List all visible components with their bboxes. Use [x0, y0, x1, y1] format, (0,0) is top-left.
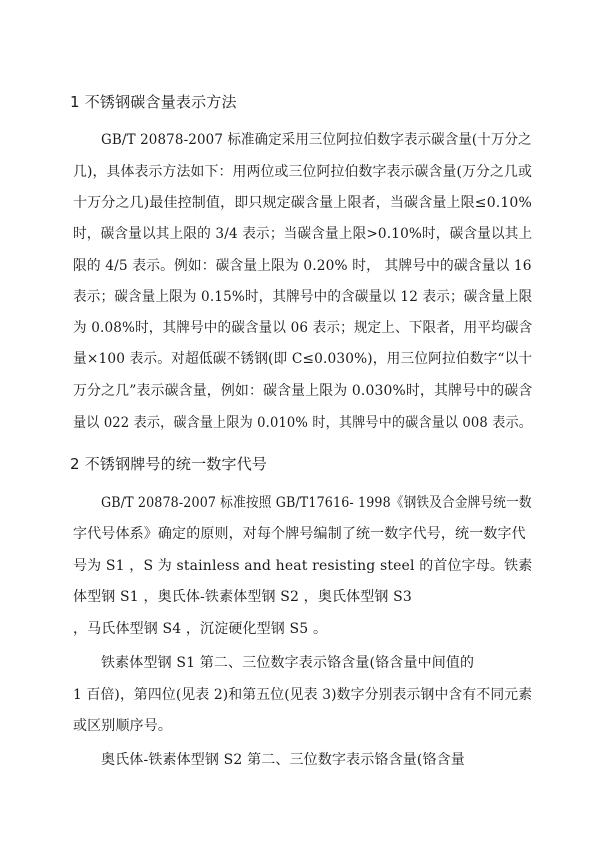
section-2-heading: 2 不锈钢牌号的统一数字代号: [70, 455, 268, 473]
paragraph-line: 十万分之几)最佳控制值，即只规定碳含量上限者，当碳含量上限≤0.10%: [73, 195, 532, 211]
paragraph-line: 几)，具体表示方法如下：用两位或三位阿拉伯数字表示碳含量(万分之几或: [73, 164, 533, 180]
paragraph-line: GB/T 20878-2007 标准按照 GB/T17616- 1998《钢铁及合金牌号统一数: [101, 495, 532, 511]
paragraph-line: GB/T 20878-2007 标准确定采用三位阿拉伯数字表示碳含量(十万分之: [101, 132, 532, 148]
paragraph-line: 1 百倍)，第四位(见表 2)和第五位(见表 3)数字分别表示钢中含有不同元素: [73, 687, 533, 703]
paragraph-line: 号为 S1 ，S 为 stainless and heat resisting steel 的首位字母。铁素: [73, 558, 533, 574]
paragraph-line: 万分之几”表示碳含量，例如：碳含量上限为 0.030%时，其牌号中的碳含: [73, 383, 533, 399]
paragraph-line: ，马氏体型钢 S4 ，沉淀硬化型钢 S5 。: [73, 621, 328, 637]
paragraph-line: 为 0.08%时，其牌号中的碳含量以 06 表示；规定上、下限者，用平均碳含: [73, 320, 533, 336]
section-1-heading: 1 不锈钢碳含量表示方法: [70, 93, 237, 111]
paragraph-line: 或区别顺序号。: [73, 718, 173, 734]
paragraph-line: 字代号体系》确定的原则，对每个牌号编制了统一数字代号，统一数字代: [73, 526, 526, 542]
paragraph-line: 量以 022 表示，碳含量上限为 0.010% 时，其牌号中的碳含量以 008 表示。: [73, 415, 532, 431]
paragraph-line: 表示；碳含量上限为 0.15%时，其牌号中的含碳量以 12 表示；碳含量上限: [73, 289, 533, 305]
paragraph-line: 奥氏体-铁素体型钢 S2 第二、三位数字表示铬含量(铬含量: [101, 752, 465, 768]
paragraph-line: 铁素体型钢 S1 第二、三位数字表示铬含量(铬含量中间值的: [101, 655, 475, 671]
paragraph-line: 限的 4/5 表示。例如：碳含量上限为 0.20% 时， 其牌号中的碳含量以 16: [73, 258, 532, 274]
paragraph-line: 量×100 表示。对超低碳不锈钢(即 C≤0.030%)，用三位阿拉伯数字“以十: [73, 351, 533, 367]
paragraph-line: 时，碳含量以其上限的 3/4 表示；当碳含量上限>0.10%时，碳含量以其上: [73, 226, 533, 242]
paragraph-line: 体型钢 S1 ，奥氏体-铁素体型钢 S2 ，奥氏体型钢 S3: [73, 589, 412, 605]
